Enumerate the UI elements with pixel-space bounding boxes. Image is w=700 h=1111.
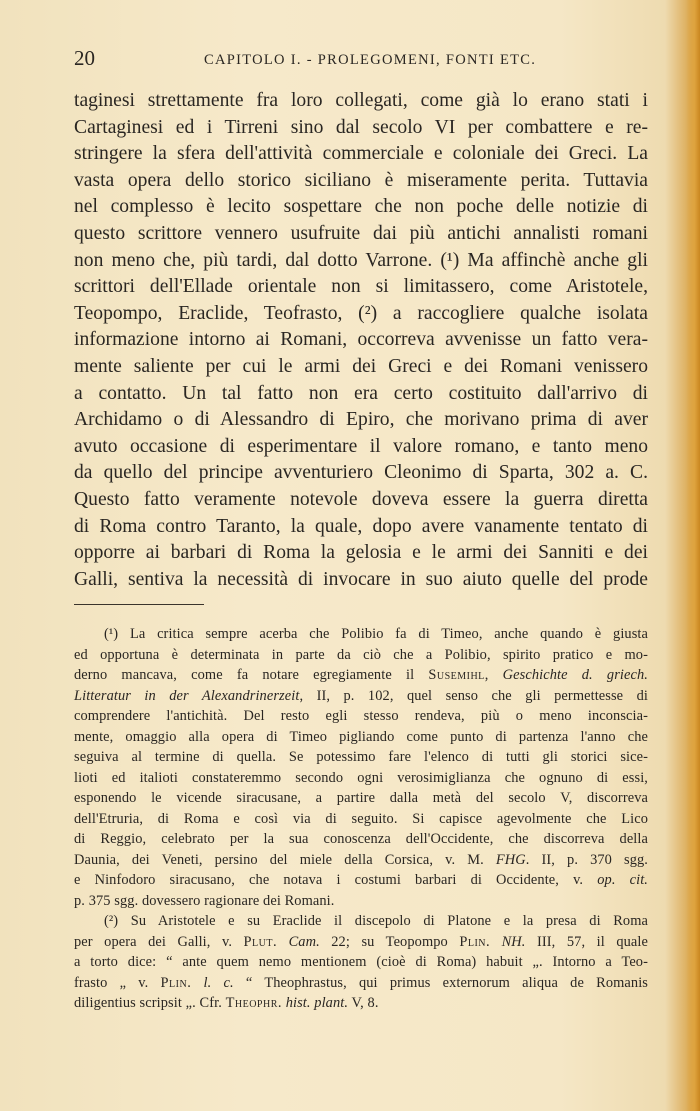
footnote-text: 22; su Teopompo [319, 933, 460, 950]
text-line: opporre ai barbari di Roma la gelosia e le armi dei Sanniti e dei [74, 542, 648, 564]
footnote-text: e Ninfodoro siracusano, che notava i costumi barbari di Occidente, v. [74, 872, 598, 888]
page-header [74, 46, 644, 72]
author-name: Plut. [243, 933, 278, 950]
footnote-2 [74, 911, 648, 1014]
footnote-line: ed opportuna è determinata in parte da ciò che a Polibio, spirito pratico e mo- [74, 646, 648, 663]
running-head: CAPITOLO I. - PROLEGOMENI, FONTI ETC. [204, 52, 537, 68]
author-name: Theophr. [225, 995, 282, 1011]
footnote-text: frasto „ v. [74, 974, 161, 991]
author-name: Susemihl [428, 667, 485, 683]
text-line: Archidamo o di Alessandro di Epiro, che morivano prima di aver [74, 409, 648, 431]
footnote-separator [74, 604, 204, 605]
work-title: Geschichte d. griech. [502, 667, 648, 683]
text-line: informazione intorno ai Romani, occorreva avvenisse un fatto vera- [74, 329, 648, 351]
footnote-line [74, 973, 648, 994]
author-name: Plin. [160, 974, 192, 991]
footnote-text: , [484, 667, 503, 683]
footnote-line: (¹) La critica sempre acerba che Polibio fa di Timeo, anche quando è giusta [104, 626, 648, 642]
footnote-line: p. 375 sgg. dovessero ragionare dei Romani. [74, 892, 335, 909]
footnote-text: per opera dei Galli, v. [74, 933, 244, 950]
footnote-text: Daunia, dei Veneti, persino del miele della Corsica, v. M. [74, 851, 496, 868]
footnote-text: V, 8. [348, 995, 379, 1011]
page-edge [686, 0, 700, 1111]
text-line: Questo fatto veramente notevole doveva essere la guerra diretta [74, 488, 648, 510]
footnote-line: mente, omaggio alla opera di Timeo pigliando come punto di partenza l'anno che [74, 728, 648, 745]
text-line: nel complesso è lecito sospettare che non poche delle notizie di [74, 196, 648, 218]
text-line: stringere la sfera dell'attività commerciale e coloniale dei Greci. La [74, 143, 648, 165]
work-title: FHG [495, 851, 526, 868]
footnote-line: seguiva al termine di quella. Se potessimo fare l'elenco di tutti gli storici sice- [74, 749, 648, 765]
footnote-line: di Reggio, celebrato per la sua conoscenza dell'Occidente, che discorreva della [74, 831, 648, 847]
footnote-line: esponendo le vicende siracusane, a partire dalla metà del secolo V, discorreva [74, 790, 648, 806]
text-line: questo scrittore vennero usufruite dai più antichi annalisti romani [74, 222, 648, 244]
text-line: non meno che, più tardi, dal dotto Varrone. (¹) Ma affinchè anche gli [74, 249, 648, 271]
work-title: Cam. [288, 933, 320, 950]
work-title: op. cit. [597, 872, 648, 888]
footnote-text: derno mancava, come fa notare egregiamente il [74, 667, 429, 683]
main-text [74, 88, 648, 593]
text-line: mente saliente per cui le armi dei Greci e dei Romani venissero [74, 355, 648, 377]
footnote-line [74, 850, 648, 871]
author-name: Plin. [459, 933, 491, 950]
footnote-line [74, 993, 648, 1014]
work-title: NH. [501, 933, 526, 950]
footnote-1 [74, 624, 648, 911]
text-line: da quello del principe avventuriero Cleonimo di Sparta, 302 a. C. [74, 462, 648, 484]
footnote-text: III, 57, il quale [525, 933, 648, 950]
footnote-line: comprendere l'antichità. Del resto egli stesso rendeva, più o meno inconscia- [74, 708, 648, 724]
work-title: Litteratur in der Alexandrinerzeit [74, 687, 300, 704]
footnote-line [74, 870, 648, 891]
footnote-text [277, 934, 289, 950]
footnote-line: dell'Etruria, di Roma e così via di seguito. Si capisce agevolmente che Lico [74, 810, 648, 827]
footnotes [74, 624, 648, 1014]
text-line: Cartaginesi ed i Tirreni sino dal secolo VI per combattere e re- [74, 116, 648, 138]
footnote-text [490, 934, 502, 950]
footnote-line [74, 665, 648, 686]
footnote-text [191, 975, 203, 991]
work-title: hist. plant. [285, 995, 349, 1011]
footnote-text: , II, p. 102, quel senso che gli permettesse di [299, 687, 649, 704]
work-title: l. c. [203, 974, 234, 991]
text-line: di Roma contro Taranto, la quale, dopo avere vanamente tentato di [74, 515, 648, 537]
footnote-text: “ Theophrastus, qui primus externorum aliqua de Romanis [233, 974, 648, 991]
footnote-line: lioti ed italioti constateremmo secondo ogni verosimiglianza che ognuno di essi, [74, 769, 648, 786]
text-line: scrittori dell'Ellade orientale non si limitassero, come Aristotele, [74, 276, 648, 298]
footnote-line: a torto dice: “ ante quem nemo mentionem (cioè di Roma) habuit „. Intorno a Teo- [74, 954, 648, 970]
text-line: taginesi strettamente fra loro collegati, come già lo erano stati i [74, 90, 648, 111]
footnote-text: diligentius scripsit „. Cfr. [74, 995, 226, 1011]
text-line: Teopompo, Eraclide, Teofrasto, (²) a raccogliere qualche isolata [74, 302, 648, 324]
text-line: vasta opera dello storico siciliano è miseramente perita. Tuttavia [74, 169, 648, 191]
page-number: 20 [74, 46, 95, 70]
footnote-line [74, 686, 648, 707]
text-line: avuto occasione di esperimentare il valore romano, e tanto meno [74, 435, 648, 457]
footnote-line: (²) Su Aristotele e su Eraclide il discepolo di Platone e la presa di Roma [104, 913, 648, 929]
text-line: Galli, sentiva la necessità di invocare in suo aiuto quelle del prode [74, 568, 648, 590]
text-line: a contatto. Un tal fatto non era certo costituito dall'arrivo di [74, 382, 648, 404]
footnote-text: . II, p. 370 sgg. [525, 851, 648, 868]
footnote-line [74, 932, 648, 953]
